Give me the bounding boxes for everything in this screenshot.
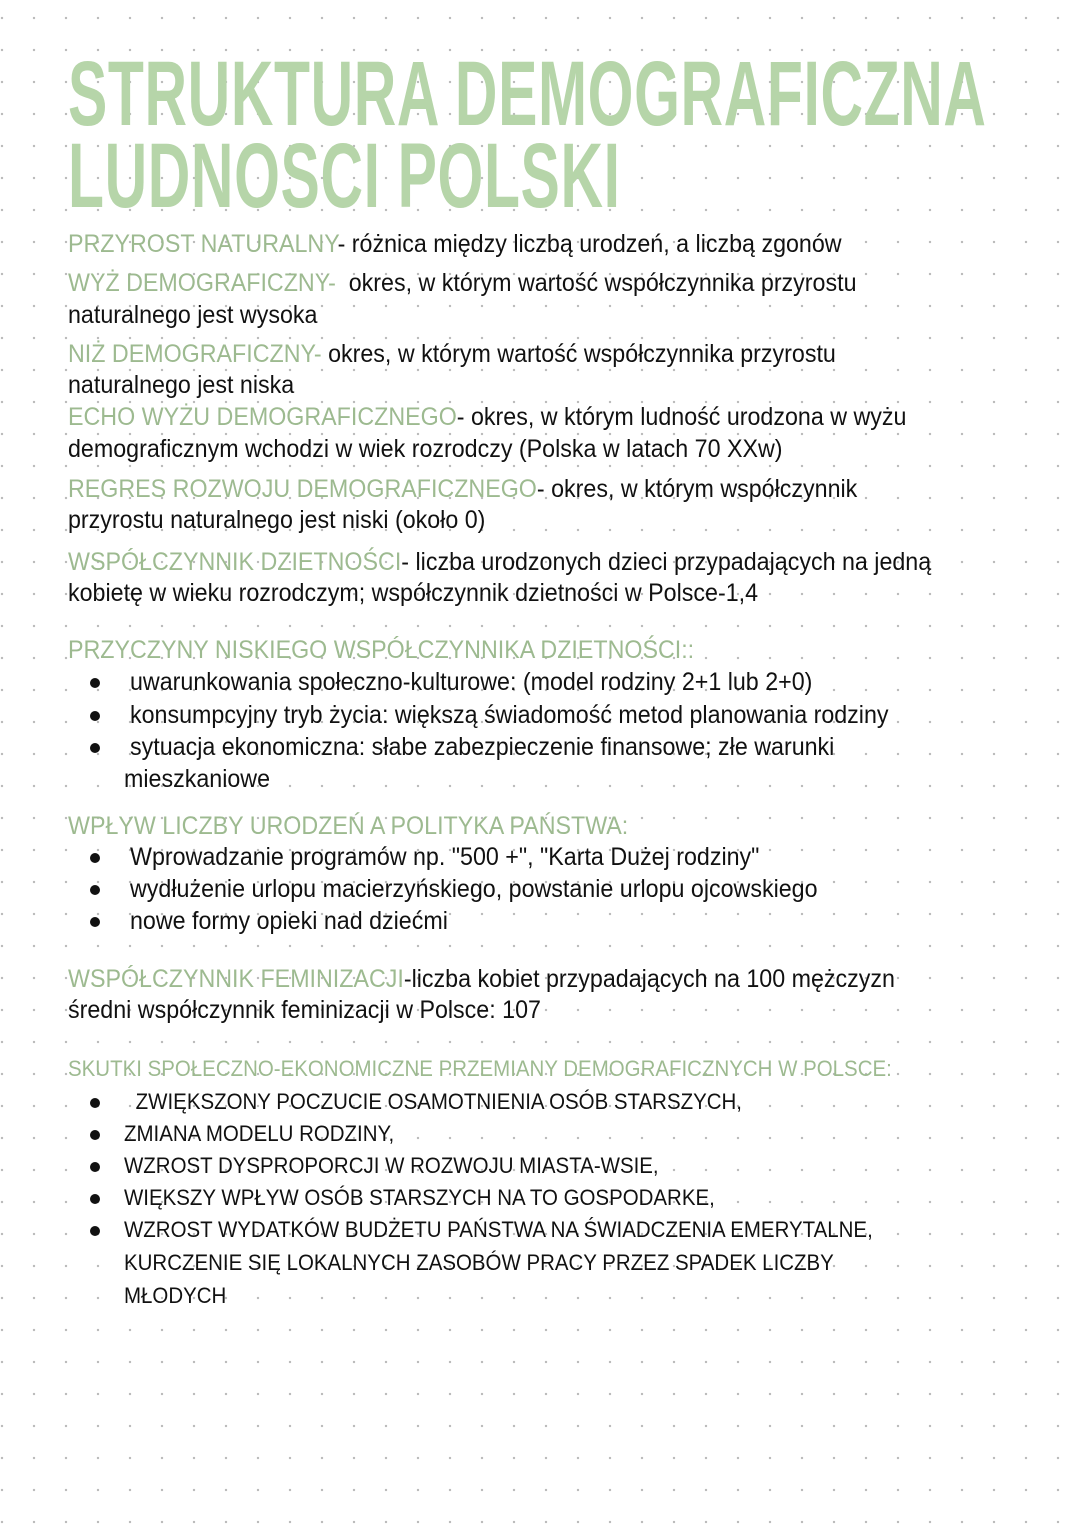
term: PRZYROST NATURALNY <box>68 230 338 258</box>
list-item: uwarunkowania społeczno-kulturowe: (model rodziny 2+1 lub 2+0) <box>130 668 813 696</box>
list-item: ZWIĘKSZONY POCZUCIE OSAMOTNIENIA OSÓB STARSZYCH, <box>130 1089 742 1114</box>
definition-continuation: przyrostu naturalnego jest niski (około 0) <box>68 506 486 534</box>
definition-wyz <box>68 268 857 298</box>
term: NIŻ DEMOGRAFICZNY- <box>68 340 322 368</box>
bullet-icon <box>90 1098 100 1108</box>
title-line-1: STRUKTURA DEMOGRAFICZNA <box>68 43 987 145</box>
causes-heading: PRZYCZYNY NISKIEGO WSPÓŁCZYNNIKA DZIETNOŚCI:: <box>68 636 695 664</box>
list-item: WZROST WYDATKÓW BUDŻETU PAŃSTWA NA ŚWIADCZENIA EMERYTALNE, <box>124 1217 873 1242</box>
bullet-icon <box>90 1226 100 1236</box>
definition-continuation: naturalnego jest niska <box>68 371 295 399</box>
list-item-continuation: mieszkaniowe <box>124 765 271 793</box>
definition-feminizacja <box>68 964 895 994</box>
definition-niz <box>68 339 836 369</box>
definition-continuation: średni współczynnik feminizacji w Polsce: 107 <box>68 996 541 1024</box>
term: WYŻ DEMOGRAFICZNY- <box>68 269 336 297</box>
term: WSPÓŁCZYNNIK FEMINIZACJI <box>68 965 404 993</box>
bullet-icon <box>90 1194 100 1204</box>
definition-text: - okres, w którym ludność urodzona w wyżu <box>456 403 907 431</box>
definition-text: - liczba urodzonych dzieci przypadających na jedną <box>401 548 932 576</box>
definition-przyrost <box>68 229 842 259</box>
definition-text: okres, w którym wartość współczynnika przyrostu <box>321 340 836 368</box>
list-item: Wprowadzanie programów np. "500 +", "Karta Dużej rodziny" <box>130 843 760 871</box>
definition-continuation: kobietę w wieku rozrodczym; współczynnik dzietności w Polsce-1,4 <box>68 579 759 607</box>
definition-text: -liczba kobiet przypadających na 100 mężczyzn <box>403 965 895 993</box>
list-item-continuation: KURCZENIE SIĘ LOKALNYCH ZASOBÓW PRACY PRZEZ SPADEK LICZBY <box>124 1250 834 1275</box>
bullet-icon <box>90 853 100 863</box>
definition-text: - różnica między liczbą urodzeń, a liczbą zgonów <box>337 230 842 258</box>
bullet-icon <box>90 1162 100 1172</box>
definition-text: okres, w którym wartość współczynnika przyrostu <box>335 269 857 297</box>
definition-echo <box>68 402 906 432</box>
list-item: ZMIANA MODELU RODZINY, <box>124 1121 395 1146</box>
bullet-icon <box>90 711 100 721</box>
effects-heading: SKUTKI SPOŁECZNO-EKONOMICZNE PRZEMIANY DEMOGRAFICZNYCH W POLSCE: <box>68 1056 892 1081</box>
list-item: WIĘKSZY WPŁYW OSÓB STARSZYCH NA TO GOSPODARKE, <box>124 1185 715 1210</box>
title-line-2: LUDNOSCI POLSKI <box>68 125 621 227</box>
term: WSPÓŁCZYNNIK DZIETNOŚCI <box>68 548 402 576</box>
definition-text: - okres, w którym współczynnik <box>536 475 858 503</box>
definition-regres <box>68 474 857 504</box>
bullet-icon <box>90 885 100 895</box>
bullet-icon <box>90 678 100 688</box>
policy-heading: WPŁYW LICZBY URODZEŃ A POLITYKA PAŃSTWA: <box>68 812 629 840</box>
list-item: sytuacja ekonomiczna: słabe zabezpieczenie finansowe; złe warunki <box>130 733 835 761</box>
term: REGRES ROZWOJU DEMOGRAFICZNEGO <box>68 475 537 503</box>
list-item: nowe formy opieki nad dziećmi <box>130 907 448 935</box>
list-item: WZROST DYSPROPORCJI W ROZWOJU MIASTA-WSIE, <box>124 1153 659 1178</box>
list-item: konsumpcyjny tryb życia: większą świadomość metod planowania rodziny <box>130 701 889 729</box>
definition-continuation: naturalnego jest wysoka <box>68 301 318 329</box>
list-item-continuation: MŁODYCH <box>124 1283 227 1308</box>
list-item: wydłużenie urlopu macierzyńskiego, powstanie urlopu ojcowskiego <box>130 875 818 903</box>
definition-continuation: demograficznym wchodzi w wiek rozrodczy (Polska w latach 70 XXw) <box>68 435 783 463</box>
definition-dzietnosc <box>68 547 931 577</box>
bullet-icon <box>90 743 100 753</box>
bullet-icon <box>90 917 100 927</box>
term: ECHO WYŻU DEMOGRAFICZNEGO <box>68 403 457 431</box>
bullet-icon <box>90 1130 100 1140</box>
